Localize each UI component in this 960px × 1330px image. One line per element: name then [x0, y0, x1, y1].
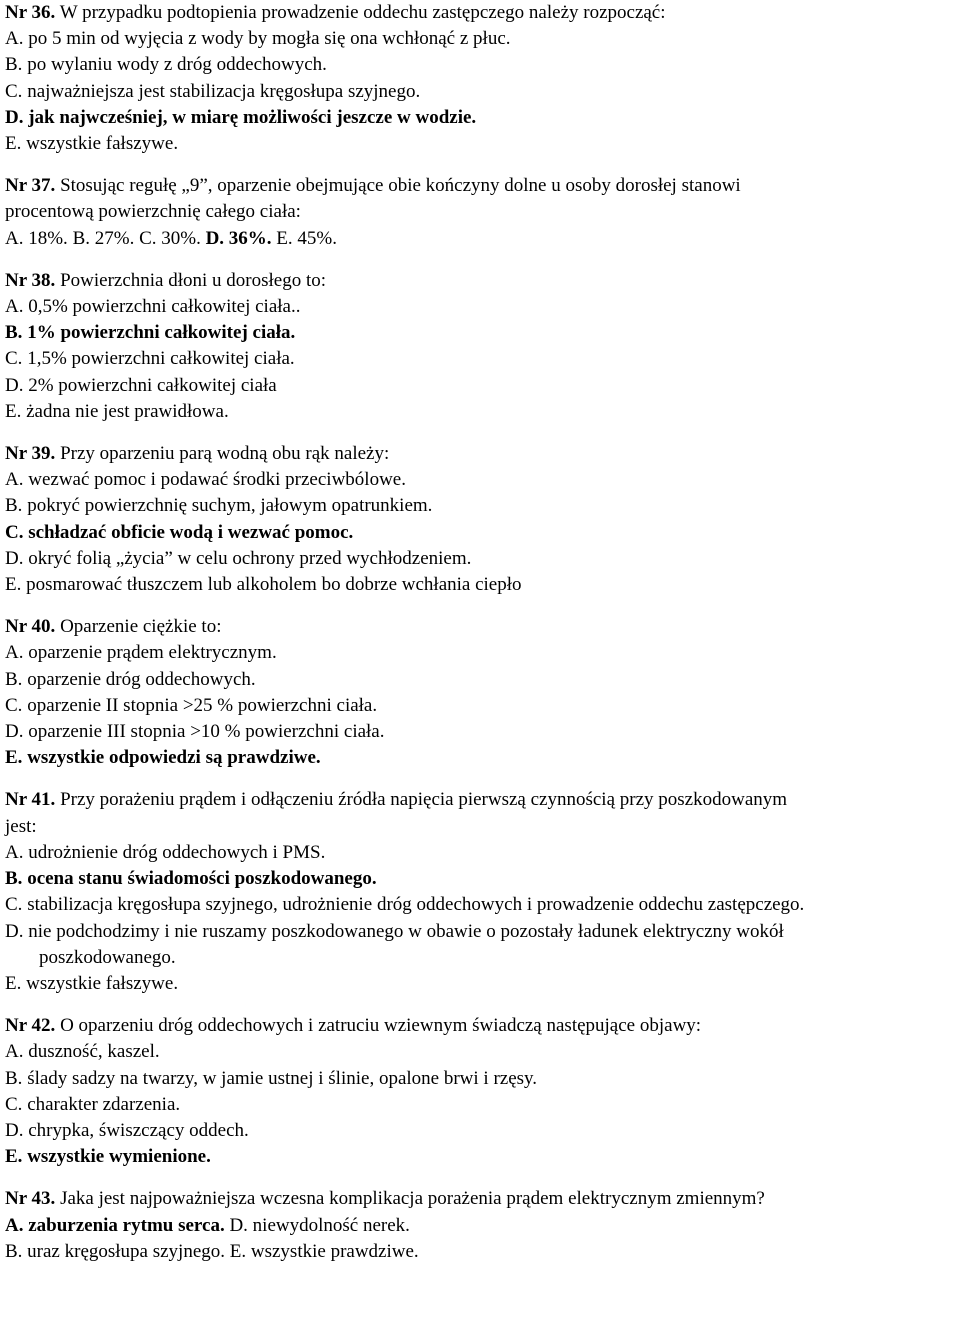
option-text: posmarować tłuszczem lub alkoholem bo dobrze wchłania ciepło: [26, 574, 522, 596]
option-letter: D.: [5, 374, 24, 396]
option-d-continued: poszkodowanego.: [39, 946, 176, 968]
question-text: Przy oparzeniu parą wodną obu rąk należy:: [60, 443, 390, 465]
option-e: E. wszystkie prawdziwe.: [229, 1240, 419, 1262]
option-text: ślady sadzy na twarzy, w jamie ustnej i ślinie, opalone brwi i rzęsy.: [27, 1067, 538, 1089]
option-letter: C.: [5, 80, 23, 102]
option-letter: C.: [5, 521, 24, 543]
question-36: [5, 0, 955, 157]
option-letter: E.: [5, 400, 22, 422]
option-letter: E.: [5, 574, 22, 596]
option-d-correct: [5, 105, 955, 131]
question-number: Nr 43.: [5, 1188, 56, 1210]
option-letter: B.: [5, 54, 23, 76]
question-text-continued: jest:: [5, 815, 37, 837]
question-text: Przy porażeniu prądem i odłączeniu źródła napięcia pierwszą czynnością przy poszkodowanym: [60, 789, 788, 811]
option-letter: E.: [5, 133, 22, 155]
question-number: Nr 38.: [5, 269, 56, 291]
question-text: W przypadku podtopienia prowadzenie oddechu zastępczego należy rozpocząć:: [59, 2, 666, 23]
option-d: D. niewydolność nerek.: [229, 1214, 410, 1236]
question-40-header: [5, 614, 955, 640]
option-letter: A.: [5, 841, 24, 863]
option-e: [5, 572, 955, 598]
option-text: wszystkie fałszywe.: [26, 133, 179, 155]
option-c: [5, 693, 955, 719]
question-37: [5, 173, 955, 252]
option-e: [5, 971, 955, 997]
option-b: B. uraz kręgosłupa szyjnego.: [5, 1240, 226, 1262]
option-text: okryć folią „życia” w celu ochrony przed wychłodzeniem.: [28, 547, 472, 569]
option-letter: C.: [5, 894, 23, 916]
option-text: stabilizacja kręgosłupa szyjnego, udrożnienie dróg oddechowych i prowadzenie oddechu zastępczego.: [27, 894, 805, 916]
option-a: A. 18%.: [5, 227, 68, 249]
option-b-correct: [5, 320, 955, 346]
option-text: najważniejsza jest stabilizacja kręgosłupa szyjnego.: [27, 80, 421, 102]
option-text: żadna nie jest prawidłowa.: [26, 400, 229, 422]
option-text: wezwać pomoc i podawać środki przeciwbólowe.: [28, 469, 406, 491]
option-letter: C.: [5, 1093, 23, 1115]
question-number: Nr 36.: [5, 2, 56, 23]
option-text: chrypka, świszczący oddech.: [28, 1119, 249, 1141]
option-letter: B.: [5, 1067, 23, 1089]
option-text: duszność, kaszel.: [28, 1041, 160, 1063]
question-number: Nr 42.: [5, 1015, 56, 1037]
option-b: [5, 667, 955, 693]
option-letter: A.: [5, 296, 24, 318]
question-text: O oparzeniu dróg oddechowych i zatruciu wziewnym świadczą następujące objawy:: [60, 1015, 702, 1037]
question-text: Stosując regułę „9”, oparzenie obejmujące obie kończyny dolne u osoby dorosłej stanowi: [60, 175, 741, 197]
option-b: [5, 52, 955, 78]
options-row-2: [5, 1239, 955, 1265]
question-text: Jaka jest najpoważniejsza wczesna komplikacja porażenia prądem elektrycznym zmiennym?: [60, 1188, 765, 1210]
option-text: schładzać obficie wodą i wezwać pomoc.: [28, 521, 354, 543]
option-c-correct: [5, 520, 955, 546]
option-d: [5, 919, 955, 945]
option-text: nie podchodzimy i nie ruszamy poszkodowanego w obawie o pozostały ładunek elektryczny wokół: [28, 920, 784, 942]
option-c: [5, 79, 955, 105]
question-40: [5, 614, 955, 771]
option-b: [5, 1066, 955, 1092]
option-letter: B.: [5, 495, 23, 517]
option-text: 1,5% powierzchni całkowitej ciała.: [27, 348, 295, 370]
option-text: po 5 min od wyjęcia z wody by mogła się ona wchłonąć z płuc.: [28, 28, 511, 50]
option-text: udrożnienie dróg oddechowych i PMS.: [28, 841, 326, 863]
question-number: Nr 37.: [5, 175, 56, 197]
option-letter: A.: [5, 642, 24, 664]
question-39: [5, 441, 955, 598]
question-text: Oparzenie ciężkie to:: [60, 616, 222, 638]
option-e: E. 45%.: [276, 227, 337, 249]
option-text: jak najwcześniej, w miarę możliwości jeszcze w wodzie.: [28, 106, 477, 128]
option-text: 2% powierzchni całkowitej ciała: [28, 374, 277, 396]
option-e-correct: [5, 745, 955, 771]
question-39-header: [5, 441, 955, 467]
option-text: wszystkie odpowiedzi są prawdziwe.: [27, 747, 321, 769]
option-a: [5, 840, 955, 866]
question-37-header: [5, 173, 955, 199]
option-letter: C.: [5, 348, 23, 370]
option-c: [5, 892, 955, 918]
option-text: ocena stanu świadomości poszkodowanego.: [27, 868, 377, 890]
option-b: [5, 493, 955, 519]
option-letter: E.: [5, 747, 23, 769]
document-page: [5, 0, 955, 1281]
option-text: wszystkie wymienione.: [27, 1146, 211, 1168]
option-d: [5, 719, 955, 745]
option-text: oparzenie dróg oddechowych.: [27, 668, 256, 690]
question-41-header: [5, 787, 955, 813]
option-b: B. 27%.: [72, 227, 135, 249]
option-d-correct: D. 36%.: [205, 227, 272, 249]
question-38-header: [5, 268, 955, 294]
option-letter: D.: [5, 721, 24, 743]
option-e: [5, 131, 955, 157]
option-e-correct: [5, 1144, 955, 1170]
option-letter: C.: [5, 694, 23, 716]
option-letter: D.: [5, 1119, 24, 1141]
option-letter: A.: [5, 28, 24, 50]
question-text-continued: procentową powierzchnię całego ciała:: [5, 201, 301, 223]
option-text: wszystkie fałszywe.: [26, 972, 179, 994]
question-number: Nr 39.: [5, 443, 56, 465]
question-43-header: [5, 1186, 955, 1212]
option-text: po wylaniu wody z dróg oddechowych.: [27, 54, 327, 76]
option-a: [5, 294, 955, 320]
question-number: Nr 40.: [5, 616, 56, 638]
option-letter: A.: [5, 1041, 24, 1063]
inline-options: [5, 226, 955, 252]
option-text: 0,5% powierzchni całkowitej ciała..: [28, 296, 301, 318]
question-43: [5, 1186, 955, 1265]
option-letter: B.: [5, 868, 23, 890]
option-c: C. 30%.: [139, 227, 201, 249]
option-a: [5, 1039, 955, 1065]
option-a: [5, 640, 955, 666]
option-letter: D.: [5, 920, 24, 942]
option-d: [5, 1118, 955, 1144]
question-number: Nr 41.: [5, 789, 56, 811]
option-d: [5, 546, 955, 572]
option-text: oparzenie III stopnia >10 % powierzchni ciała.: [28, 721, 385, 743]
question-42: [5, 1013, 955, 1170]
question-text: Powierzchnia dłoni u dorosłego to:: [60, 269, 327, 291]
option-letter: D.: [5, 106, 24, 128]
option-a: [5, 26, 955, 52]
option-letter: E.: [5, 1146, 23, 1168]
question-42-header: [5, 1013, 955, 1039]
option-letter: E.: [5, 972, 22, 994]
option-text: pokryć powierzchnię suchym, jałowym opatrunkiem.: [27, 495, 433, 517]
question-36-header: [5, 0, 955, 26]
option-letter: B.: [5, 322, 23, 344]
option-text: oparzenie II stopnia >25 % powierzchni ciała.: [27, 694, 378, 716]
option-letter: D.: [5, 547, 24, 569]
option-letter: B.: [5, 668, 23, 690]
option-b-correct: [5, 866, 955, 892]
question-41: [5, 787, 955, 997]
option-text: oparzenie prądem elektrycznym.: [28, 642, 277, 664]
question-38: [5, 268, 955, 425]
option-a-correct: A. zaburzenia rytmu serca.: [5, 1214, 225, 1236]
option-d: [5, 373, 955, 399]
option-text: 1% powierzchni całkowitej ciała.: [27, 322, 296, 344]
option-text: charakter zdarzenia.: [27, 1093, 181, 1115]
option-c: [5, 346, 955, 372]
option-e: [5, 399, 955, 425]
options-row-1: [5, 1213, 955, 1239]
option-a: [5, 467, 955, 493]
option-letter: A.: [5, 469, 24, 491]
option-c: [5, 1092, 955, 1118]
